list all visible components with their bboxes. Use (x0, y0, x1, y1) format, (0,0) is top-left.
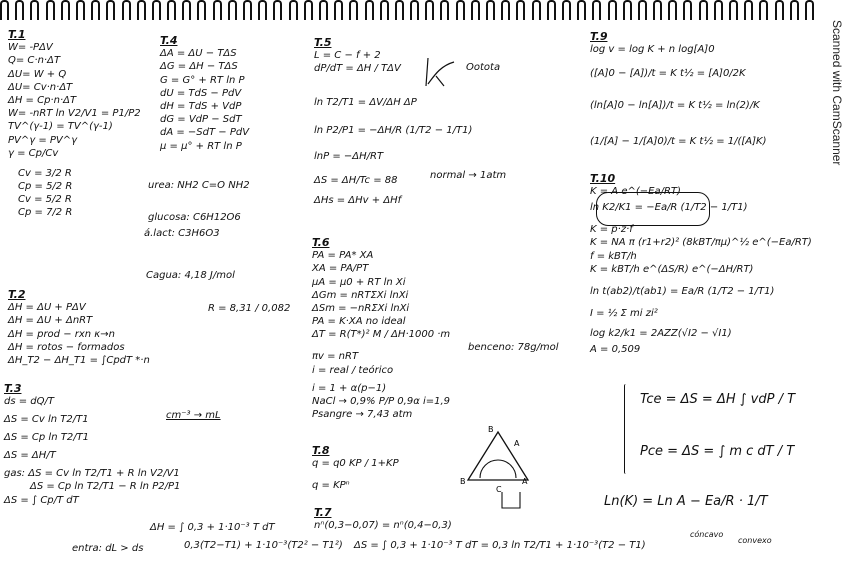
formula: A = 0,509 (590, 343, 641, 355)
spiral-ring (365, 0, 374, 20)
formula: (ln[A]0 − ln[A])/t = K t½ = ln(2)/K (590, 100, 760, 112)
spiral-ring (289, 0, 298, 20)
formula: ΔS = Cp ln T2/T1 − R ln P2/P1 (30, 481, 181, 493)
spiral-ring (30, 0, 39, 20)
urea-note: urea: NH2 C=O NH2 (148, 180, 250, 191)
spiral-ring (668, 0, 677, 20)
formula: ΔS = ΔH/T (4, 450, 56, 462)
tce-formula: Tce = ΔS = ΔH ∫ vdP / T (640, 392, 796, 407)
tri-label: C (496, 485, 502, 494)
phase-note: Ootota (466, 62, 501, 73)
spiral-ring (623, 0, 632, 20)
formula: I = ½ Σ mi zi² (590, 307, 658, 319)
formula: ΔG = ΔH − TΔS (160, 61, 238, 73)
formula: PV^γ = PV^γ (8, 134, 78, 146)
formula: Cp = 7/2 R (18, 207, 73, 219)
spiral-ring (471, 0, 480, 20)
formula: ln t(ab2)/t(ab1) = Ea/R (1/T2 − 1/T1) (590, 285, 775, 297)
section-heading: T.10 (590, 172, 616, 185)
formula: W= -nRT ln V2/V1 = P1/P2 (8, 108, 141, 120)
phase-diagram-sketch (418, 54, 463, 90)
r-constant-note: R = 8,31 / 0,082 (208, 303, 291, 314)
spiral-ring (638, 0, 647, 20)
formula: πv = nRT (312, 351, 359, 363)
formula: ΔA = ΔU − TΔS (160, 48, 237, 60)
spiral-ring (319, 0, 328, 20)
formula: ΔH_T2 − ΔH_T1 = ∫CpdT *·n (8, 354, 150, 366)
unit-conversion-note: cm⁻³ → mL (166, 410, 221, 421)
section-t3 (4, 382, 181, 507)
spiral-ring (167, 0, 176, 20)
spiral-ring (395, 0, 404, 20)
formula: ds = dQ/T (4, 396, 54, 408)
section-t1 (8, 28, 158, 219)
normal-pressure-note: normal → 1atm (430, 170, 507, 181)
formula: f = kBT/h (590, 250, 637, 262)
formula: G = G° + RT ln P (160, 74, 245, 86)
section-t8 (312, 444, 452, 492)
camscanner-watermark: Scanned with CamScanner (830, 20, 844, 166)
spiral-ring (258, 0, 267, 20)
spiral-ring (699, 0, 708, 20)
section-heading: T.6 (312, 236, 330, 249)
spiral-ring (380, 0, 389, 20)
formula: q = KPⁿ (312, 480, 350, 492)
formula: ΔS = Cv ln T2/T1 (4, 414, 89, 426)
formula: K = p·z·f (590, 224, 633, 236)
spiral-ring (122, 0, 131, 20)
spiral-ring (182, 0, 191, 20)
pce-formula: Pce = ΔS = ∫ m c dT / T (640, 444, 795, 459)
spiral-ring (592, 0, 601, 20)
spiral-ring (228, 0, 237, 20)
spiral-ring (213, 0, 222, 20)
formula: ΔH = rotos − formados (8, 341, 125, 353)
entropy-integral: ΔS = ∫ 0,3 + 1·10⁻³ T dT = 0,3 ln T2/T1 + 1·10⁻³(T2 − T1) (354, 540, 646, 551)
formula: dA = −SdT − PdV (160, 127, 250, 139)
spiral-ring (775, 0, 784, 20)
formula: ΔS = Cp ln T2/T1 (4, 432, 90, 444)
formula: dP/dT = ΔH / TΔV (314, 63, 401, 75)
formula: Cp = 5/2 R (18, 180, 73, 192)
spiral-ring (501, 0, 510, 20)
formula: TV^(γ-1) = TV^(γ-1) (8, 121, 113, 133)
formula: Psangre → 7,43 atm (312, 408, 413, 420)
formula: i = real / teórico (312, 364, 394, 376)
spiral-ring (516, 0, 525, 20)
enthalpy-integral: ΔH = ∫ 0,3 + 1·10⁻³ T dT (150, 522, 275, 533)
highlight-box (596, 192, 710, 226)
formula: K = kBT/h e^(ΔS/R) e^(−ΔH/RT) (590, 263, 754, 275)
tri-label: A (522, 477, 528, 486)
concave-label: cóncavo (690, 530, 724, 539)
entropy-inequality-note: entra: dL > ds (72, 543, 144, 554)
spiral-ring (0, 0, 9, 20)
spiral-ring (349, 0, 358, 20)
spiral-ring (608, 0, 617, 20)
spiral-ring (456, 0, 465, 20)
formula: L = C − f + 2 (314, 50, 381, 62)
formula: (1/[A] − 1/[A]0)/t = K t½ = 1/([A]K) (590, 136, 767, 148)
formula: ΔGm = nRTΣXi lnXi (312, 289, 409, 301)
spiral-ring (653, 0, 662, 20)
formula: K = NA π (r1+r2)² (8kBT/πμ)^½ e^(−Ea/RT) (590, 237, 812, 249)
section-heading: T.4 (160, 34, 178, 47)
spiral-ring (744, 0, 753, 20)
formula: μ = μ° + RT ln P (160, 140, 242, 152)
spiral-ring (243, 0, 252, 20)
section-heading: T.8 (312, 444, 330, 457)
spiral-ring (197, 0, 206, 20)
tri-label: A (514, 439, 520, 448)
spiral-ring (790, 0, 799, 20)
spiral-ring (577, 0, 586, 20)
formula: ln K2/K1 = −Ea/R (1/T2 − 1/T1) (590, 202, 748, 214)
formula: ln P2/P1 = −ΔH/R (1/T2 − 1/T1) (314, 125, 473, 137)
formula: lnP = −ΔH/RT (314, 151, 384, 163)
spiral-ring (15, 0, 24, 20)
spiral-ring (547, 0, 556, 20)
spiral-ring (729, 0, 738, 20)
spiral-ring (486, 0, 495, 20)
spiral-ring (334, 0, 343, 20)
formula: i = 1 + α(p−1) (312, 382, 387, 394)
section-heading: T.2 (8, 288, 26, 301)
formula: log v = log K + n log[A]0 (590, 44, 715, 56)
spiral-ring (714, 0, 723, 20)
formula: ΔS = ∫ Cp/T dT (4, 494, 79, 506)
spiral-ring (683, 0, 692, 20)
formula: XA = PA/PT (312, 263, 369, 275)
alact-note: á.lact: C3H6O3 (144, 228, 220, 239)
formula: W= -PΔV (8, 42, 53, 54)
cagua-note: Cagua: 4,18 J/mol (146, 270, 235, 281)
glucosa-note: glucosa: C6H12O6 (148, 212, 241, 223)
spiral-ring (410, 0, 419, 20)
spiral-binding (0, 0, 830, 22)
formula: gas: ΔS = Cv ln T2/T1 + R ln V2/V1 (4, 468, 180, 480)
spiral-ring (273, 0, 282, 20)
section-t2 (8, 288, 168, 367)
formula: ΔH = prod − rxn κ→n (8, 328, 115, 340)
section-heading: T.9 (590, 30, 608, 43)
formula: ΔSm = −nRΣXi lnXi (312, 302, 410, 314)
spiral-ring (304, 0, 313, 20)
spiral-ring (91, 0, 100, 20)
arrhenius-linear: Ln(K) = Ln A − Ea/R · 1/T (604, 494, 768, 509)
spiral-ring (46, 0, 55, 20)
section-t7 (314, 506, 514, 532)
formula: dU = TdS − PdV (160, 87, 242, 99)
section-t6 (312, 236, 462, 421)
tri-label: B (488, 425, 494, 434)
triangle-diagram (458, 420, 536, 514)
formula: ln T2/T1 = ΔV/ΔH ΔP (314, 97, 417, 109)
formula: μA = μ0 + RT ln Xi (312, 276, 406, 288)
section-heading: T.5 (314, 36, 332, 49)
formula: ΔH = ΔU + ΔnRT (8, 315, 93, 327)
formula: ΔS = ΔH/Tc = 88 (314, 175, 398, 187)
spiral-ring (137, 0, 146, 20)
spiral-ring (805, 0, 814, 20)
spiral-ring (152, 0, 161, 20)
spiral-ring (425, 0, 434, 20)
spiral-ring (562, 0, 571, 20)
formula: ΔHs = ΔHv + ΔHf (314, 195, 402, 207)
section-heading: T.3 (4, 382, 22, 395)
spiral-ring (76, 0, 85, 20)
section-t9 (590, 30, 820, 148)
section-t4 (160, 34, 300, 153)
formula: ΔH = ΔU + PΔV (8, 302, 86, 314)
section-heading: T.7 (314, 506, 332, 519)
formula: K = A e^(−Ea/RT) (590, 186, 681, 198)
formula: PA = K·XA no ideal (312, 316, 406, 328)
formula: log k2/k1 = 2AZZ(√I2 − √I1) (590, 327, 732, 339)
spiral-ring (759, 0, 768, 20)
enthalpy-result: 0,3(T2−T1) + 1·10⁻³(T2² − T1²) (184, 540, 343, 551)
tri-label: B (460, 477, 466, 486)
spiral-ring (532, 0, 541, 20)
formula: dH = TdS + VdP (160, 100, 242, 112)
spiral-ring (440, 0, 449, 20)
formula: ΔU= W + Q (8, 68, 67, 80)
spiral-ring (61, 0, 70, 20)
formula: γ = Cp/Cv (8, 147, 59, 159)
benceno-note: benceno: 78g/mol (468, 342, 559, 353)
convex-label: convexo (738, 536, 772, 545)
formula: ΔT = R(T*)² M / ΔH·1000 ·m (312, 329, 451, 341)
formula: Cv = 3/2 R (18, 167, 72, 179)
formula: NaCl → 0,9% P/P 0,9α i=1,9 (312, 395, 451, 407)
formula: nⁿ(0,3−0,07) = nⁿ(0,4−0,3) (314, 520, 452, 532)
formula: dG = VdP − SdT (160, 114, 242, 126)
formula: ([A]0 − [A])/t = K t½ = [A]0/2K (590, 68, 746, 80)
formula: Cv = 5/2 R (18, 194, 72, 206)
spiral-ring (106, 0, 115, 20)
formula: q = q0 KP / 1+KP (312, 458, 399, 470)
formula: ΔU= Cv·n·ΔT (8, 81, 73, 93)
formula: Q= C·n·ΔT (8, 55, 61, 67)
formula: ΔH = Cp·n·ΔT (8, 94, 77, 106)
section-heading: T.1 (8, 28, 26, 41)
formula: PA = PA* XA (312, 250, 374, 262)
